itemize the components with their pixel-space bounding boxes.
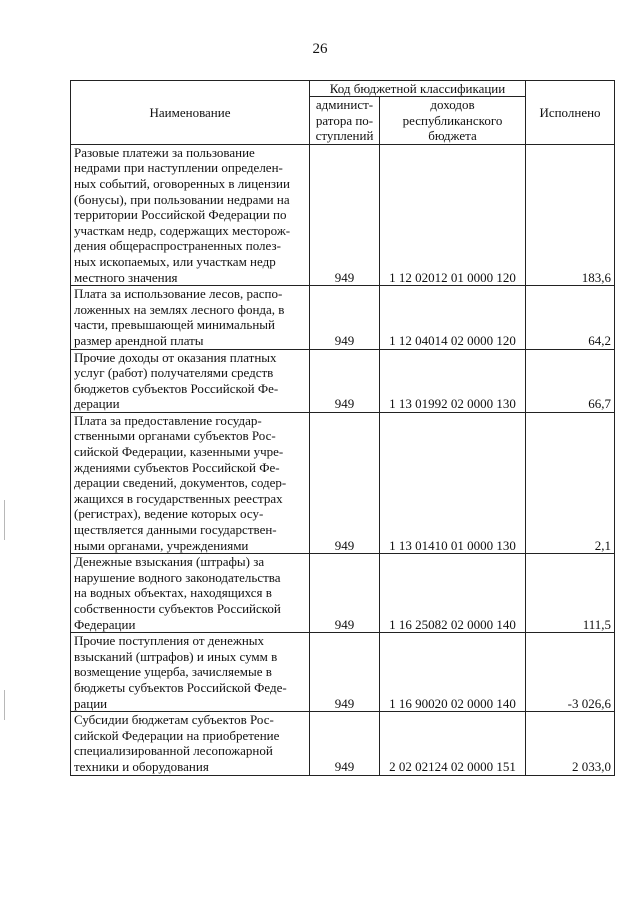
scan-artifact-mark [4,500,5,540]
row-name [71,633,310,712]
table-row [71,554,615,633]
row-name-line: на водных объектах, находящихся в [74,585,272,601]
row-name-line: ложенных на землях лесного фонда, в [74,301,285,317]
row-name-line: Плата за использование лесов, распо- [74,286,283,302]
row-admin-code: 949 [310,633,380,712]
row-amount: 2 033,0 [526,712,615,775]
header-income-line: республиканского [402,112,503,128]
row-income-code: 1 12 02012 01 0000 120 [380,144,526,285]
row-name-line: ных ископаемых, или участкам недр [74,253,276,269]
row-name [71,412,310,553]
row-name-line: взысканий (штрафов) и иных сумм в [74,648,278,664]
row-name-line: возмещение ущерба, зачисляемые в [74,664,272,680]
header-income [380,97,526,145]
row-name-line: Денежные взыскания (штрафы) за [74,554,265,570]
row-name-line: дерации сведений, документов, содер- [74,475,287,491]
row-amount: -3 026,6 [526,633,615,712]
row-amount: 2,1 [526,412,615,553]
table-body [71,144,615,775]
row-name [71,144,310,285]
row-name-line: Плата за предоставление государ- [74,412,262,428]
header-admin [310,97,380,145]
row-name-line: ных событий, оговоренных в лицензии [74,175,290,191]
row-name-line: специализированной лесопожарной [74,743,273,759]
table-row [71,633,615,712]
header-done: Исполнено [526,81,615,145]
row-name-line: недрами при наступлении определен- [74,160,283,176]
row-name-line: услуг (работ) получателями средств [74,365,274,381]
budget-execution-table [70,80,615,776]
header-admin-line: ратора по- [315,112,374,128]
row-admin-code: 949 [310,712,380,775]
row-name [71,554,310,633]
row-admin-code: 949 [310,144,380,285]
row-name-line: сийской Федерации, казенными учре- [74,444,284,460]
row-name-line: собственности субъектов Российской [74,601,281,616]
header-code-group: Код бюджетной классификации [310,81,526,97]
row-name-line: дения общераспространенных полез- [74,238,281,254]
page-number: 26 [312,41,328,57]
row-income-code: 1 16 25082 02 0000 140 [380,554,526,633]
row-name-line: размер арендной платы [74,332,204,348]
row-name-line: нарушение водного законодательства [74,569,281,585]
row-name-line: части, превышающей минимальный [74,317,275,333]
row-name-line: бюджеты субъектов Российской Феде- [74,679,287,695]
table-row [71,412,615,553]
row-name-line: участкам недр, содержащих месторож- [74,222,291,238]
header-name: Наименование [71,81,310,145]
row-admin-code: 949 [310,286,380,349]
row-amount: 111,5 [526,554,615,633]
row-amount: 64,2 [526,286,615,349]
row-name-line: техники и оборудования [74,758,209,774]
row-name-line: (регистрах), ведение которых осу- [74,506,264,522]
header-row-1 [71,81,615,97]
row-name-line: жащихся в государственных реестрах [74,490,283,506]
scan-artifact-mark [4,690,5,720]
table-row [71,286,615,349]
row-name-line: ными органами, учреждениями [74,537,249,553]
row-name-line: сийской Федерации на приобретение [74,727,280,743]
row-income-code: 1 13 01992 02 0000 130 [380,349,526,412]
row-income-code: 1 16 90020 02 0000 140 [380,633,526,712]
row-name-line: ждениями субъектов Российской Фе- [74,459,280,475]
row-name-line: (бонусы), при пользовании недрами на [74,191,290,207]
row-name-line: территории Российской Федерации по [74,207,287,223]
row-name [71,349,310,412]
row-income-code: 2 02 02124 02 0000 151 [380,712,526,775]
row-name [71,712,310,775]
row-amount: 66,7 [526,349,615,412]
row-name-line: Разовые платежи за пользование [74,144,255,160]
table-row [71,712,615,775]
row-name-line: рации [74,695,108,711]
row-income-code: 1 12 04014 02 0000 120 [380,286,526,349]
header-admin-line: админист- [315,97,374,112]
row-admin-code: 949 [310,554,380,633]
row-name-line: ственными органами субъектов Рос- [74,428,276,444]
header-admin-line: ступлений [315,128,374,144]
row-name [71,286,310,349]
table-row [71,144,615,285]
header-income-line: бюджета [428,128,477,144]
row-name-line: Прочие доходы от оказания платных [74,349,277,365]
row-name-line: Федерации [74,616,136,632]
row-admin-code: 949 [310,349,380,412]
row-admin-code: 949 [310,412,380,553]
row-name-line: Субсидии бюджетам субъектов Рос- [74,712,274,728]
table-row [71,349,615,412]
row-name-line: бюджетов субъектов Российской Фе- [74,380,279,396]
row-name-line: дерации [74,396,120,412]
row-name-line: ществляется данными государствен- [74,522,277,538]
row-name-line: местного значения [74,269,178,285]
row-income-code: 1 13 01410 01 0000 130 [380,412,526,553]
row-amount: 183,6 [526,144,615,285]
header-income-line: доходов [430,97,475,112]
row-name-line: Прочие поступления от денежных [74,633,265,649]
